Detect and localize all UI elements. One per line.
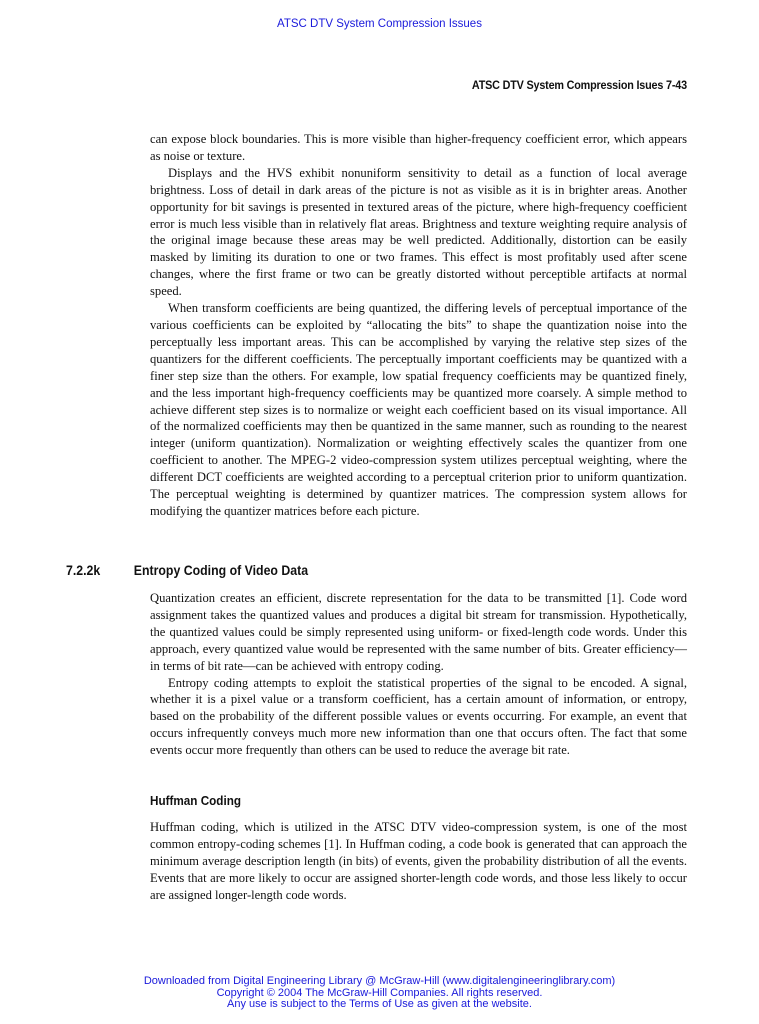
paragraph-quantization: Quantization creates an efficient, discrete representation for the data to be transmitted [1]. Code word assignment takes the quantized values and produces a digital bit stream for transmission. Hypothetically, the quantized values could be simply represented using uniform- or fixed-length code words. Under this approach, every quantized value would be represented with the same number of bits. Greater efficiency—in terms of bit rate—can be achieved with entropy coding.	[150, 591, 687, 673]
paragraph-huffman: Huffman coding, which is utilized in the ATSC DTV video-compression system, is one of the most common entropy-coding schemes [1]. In Huffman coding, a code book is generated that can approach the minimum average description length (in bits) of events, given the probability distribution of all the events. Events that are more likely to occur are assigned shorter-length code words, and those less likely to occur are assigned longer-length code words.	[150, 820, 687, 902]
section-title: Entropy Coding of Video Data	[133, 562, 309, 578]
footer	[0, 976, 759, 1011]
footer-terms: Any use is subject to the Terms of Use as given at the website.	[227, 998, 532, 1010]
entropy-coding-text	[150, 590, 687, 759]
section-number: 7.2.2k	[66, 562, 101, 578]
footer-download-link[interactable]: Downloaded from Digital Engineering Library @ McGraw-Hill (www.digitalengineeringlibrary.com)	[143, 975, 616, 987]
paragraph-brightness-texture: Displays and the HVS exhibit nonuniform sensitivity to detail as a function of local average brightness. Loss of detail in dark areas of the picture is not as visible as it is in brighter areas. Another opportunity for bit savings is presented in textured areas of the picture, where high-frequency coefficient error is much less visible than in relatively flat areas. Brightness and texture weighting require analysis of the original image because these areas may be well predicted. Additionally, distortion can be easily masked by limiting its duration to one or two frames. This effect is most profitably used after scene changes, where the first frame or two can be greatly distorted without perceptible artifacts at normal speed.	[150, 165, 687, 299]
running-head: ATSC DTV System Compression Isues 7-43	[471, 78, 687, 92]
section-heading	[66, 562, 308, 578]
body-text-block	[150, 131, 687, 520]
paragraph-continuation: can expose block boundaries. This is more visible than higher-frequency coefficient error, which appears as noise or texture.	[150, 132, 687, 163]
footer-copyright: Copyright © 2004 The McGraw-Hill Companies. All rights reserved.	[216, 986, 543, 999]
paragraph-entropy: Entropy coding attempts to exploit the statistical properties of the signal to be encoded. A signal, whether it is a pixel value or a transform coefficient, has a certain amount of information, or entropy, based on the probability of the different possible values or events occurring. For example, an event that occurs infrequently conveys much more new information than one that occurs often. The fact that some events occur more frequently than others can be used to reduce the average bit rate.	[150, 675, 687, 758]
subsection-heading: Huffman Coding	[150, 793, 241, 808]
top-banner-title: ATSC DTV System Compression Issues	[277, 18, 482, 30]
huffman-coding-text	[150, 819, 687, 904]
paragraph-perceptual-weighting: When transform coefficients are being quantized, the differing levels of perceptual importance of the various coefficients can be exploited by “allocating the bits” to shape the quantization noise into the perceptually less important areas. This can be accomplished by varying the relative step sizes of the quantizers for the different coefficients. The perceptually important coefficients may be quantized with a finer step size than the others. For example, low spatial frequency coefficients may be quantized finely, and the less important high-frequency coefficients may be quantized more coarsely. A simple method to achieve different step sizes is to normalize or weight each coefficient based on its visual importance. All of the normalized coefficients may then be quantized in the same manner, such as rounding to the nearest integer (uniform quantization). Normalization or weighting effectively scales the quantizer from one coefficient to another. The MPEG-2 video-compression system utilizes perceptual weighting, where the different DCT coefficients are weighted according to a perceptual criterion prior to uniform quantization. The perceptual weighting is determined by quantizer matrices. The compression system allows for modifying the quantizer matrices before each picture.	[150, 301, 687, 518]
